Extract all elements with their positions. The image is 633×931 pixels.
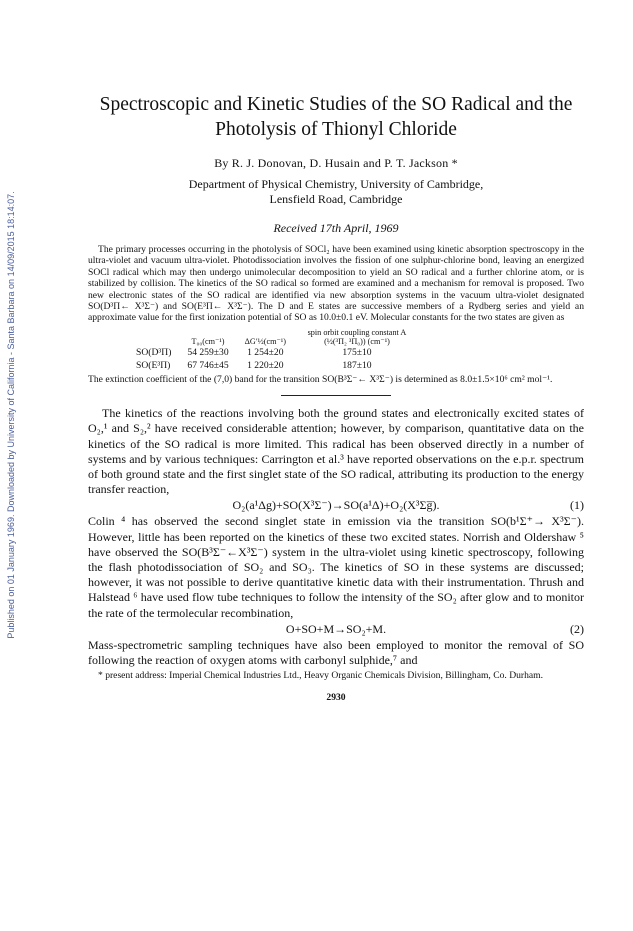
equation-1-number: (1) bbox=[570, 498, 584, 513]
header-delta-g: ΔG′½(cm⁻¹) bbox=[244, 336, 286, 346]
equation-1-text: O₂(a¹Δg)+SO(X³Σ⁻)→SO(a¹Δ)+O₂(X³Σg̅). bbox=[232, 498, 440, 513]
article-title: Spectroscopic and Kinetic Studies of the SO Radical and the Photolysis of Thionyl Chloride bbox=[99, 94, 573, 140]
page-number: 2930 bbox=[326, 691, 346, 703]
table-row bbox=[128, 346, 420, 359]
extinction-statement: The extinction coefficient of the (7,0) band for the transition SO(B³Σ⁻← X³Σ⁻) is determined as 8.0±1.5×10⁶ cm² mol⁻¹. bbox=[88, 373, 553, 385]
equation-2 bbox=[88, 621, 584, 638]
equation-2-number: (2) bbox=[570, 621, 584, 636]
delta-g-cell: 1 254±20 bbox=[247, 346, 284, 358]
paragraph-2: Colin ⁴ has observed the second singlet state in emission via the transition SO(b¹Σ⁺→ X³Σ⁻). However, little has been reported on the kinetics of these two excited states. Norrish and Oldershaw ⁵ have observed the SO(B³Σ⁻←X³Σ⁻) system in the ultra-violet using kinetic spectroscopy, following the flash photodissociation of SO₂ and SO₃. The kinetics of SO in these systems are discussed; however, it was not possible to derive quantitative kinetic data with their instrumentation. Thrush and Halstead ⁶ have used flow tube techniques to follow the intensity of the SO₂ after glow and to monitor the rate of the termolecular recombination, bbox=[88, 514, 584, 620]
author-line: By R. J. Donovan, D. Husain and P. T. Jackson * bbox=[214, 156, 458, 170]
body-text bbox=[88, 406, 584, 668]
received-date: Received 17th April, 1969 bbox=[273, 221, 399, 235]
affiliation-line-1: Department of Physical Chemistry, University of Cambridge, bbox=[188, 177, 484, 191]
state-cell: SO(E³Π) bbox=[136, 359, 171, 371]
header-t00: T₀₀(cm⁻¹) bbox=[191, 336, 225, 346]
header-spin-orbit: spin orbit coupling constant A (½(³Π₂ ³Π₀)) (cm⁻¹) bbox=[307, 327, 407, 346]
delta-g-cell: 1 220±20 bbox=[247, 359, 284, 371]
paragraph-3: Mass-spectrometric sampling techniques have also been employed to monitor the removal of SO following the reaction of oxygen atoms with carbonyl sulphide,⁷ and bbox=[88, 637, 584, 668]
table-row bbox=[128, 359, 420, 372]
t00-cell: 54 259±30 bbox=[187, 346, 229, 358]
affiliation-line-2: Lensfield Road, Cambridge bbox=[269, 192, 403, 206]
table-header-row bbox=[128, 328, 420, 346]
section-divider bbox=[281, 395, 391, 396]
table-corner bbox=[128, 328, 179, 346]
t00-cell: 67 746±45 bbox=[187, 359, 229, 371]
download-notice-text: Published on 01 January 1969. Downloaded by University of California - Santa Barbara on 14/09/2015 18:14:07. bbox=[6, 191, 16, 639]
molecular-constants-table bbox=[128, 328, 420, 372]
spin-orbit-cell: 187±10 bbox=[342, 359, 372, 371]
footnote: * present address: Imperial Chemical Industries Ltd., Heavy Organic Chemicals Division, Billingham, Co. Durham. bbox=[98, 670, 544, 682]
spin-orbit-cell: 175±10 bbox=[342, 346, 372, 358]
abstract: The primary processes occurring in the photolysis of SOCl₂ have been examined using kinetic absorption spectroscopy in the ultra-violet and vacuum ultra-violet. Photodissociation involves the fission of one sulphur-chlorine bond, leaving an energized SOCl radical which may then undergo unimolecular decomposition to yield an SO radical and a further chlorine atom, or is stabilized by collision. The kinetics of the SO radical so formed are examined and a mechanism for removal is proposed. Two new electronic states of the SO radical are identified via new absorption systems in the vacuum ultra-violet designated SO(D³Π← X³Σ⁻) and SO(E³Π← X³Σ⁻). The D and E states are successive members of a Rydberg series and yield an approximate value for the first ionization potential of SO as 10.0±0.1 eV. Molecular constants for the two states are given as bbox=[88, 244, 584, 324]
equation-2-text: O+SO+M→SO₂+M. bbox=[285, 621, 387, 636]
affiliation bbox=[88, 177, 584, 207]
download-notice-sidebar bbox=[2, 95, 20, 735]
paragraph-1: The kinetics of the reactions involving both the ground states and electronically excited states of O₂,¹ and S₂,² have received considerable attention; however, by comparison, quantitative data on the kinetics of the SO radical is more limited. This radical has been observed directly in a number of systems and by various techniques: Carrington et al.³ have reported observations on the e.p.r. spectrum of both ground state and the first singlet state of the SO radical, attributing its production to the energy transfer reaction, bbox=[88, 406, 584, 497]
state-cell: SO(D³Π) bbox=[136, 346, 172, 358]
article-page bbox=[88, 92, 584, 703]
equation-1 bbox=[88, 497, 584, 514]
